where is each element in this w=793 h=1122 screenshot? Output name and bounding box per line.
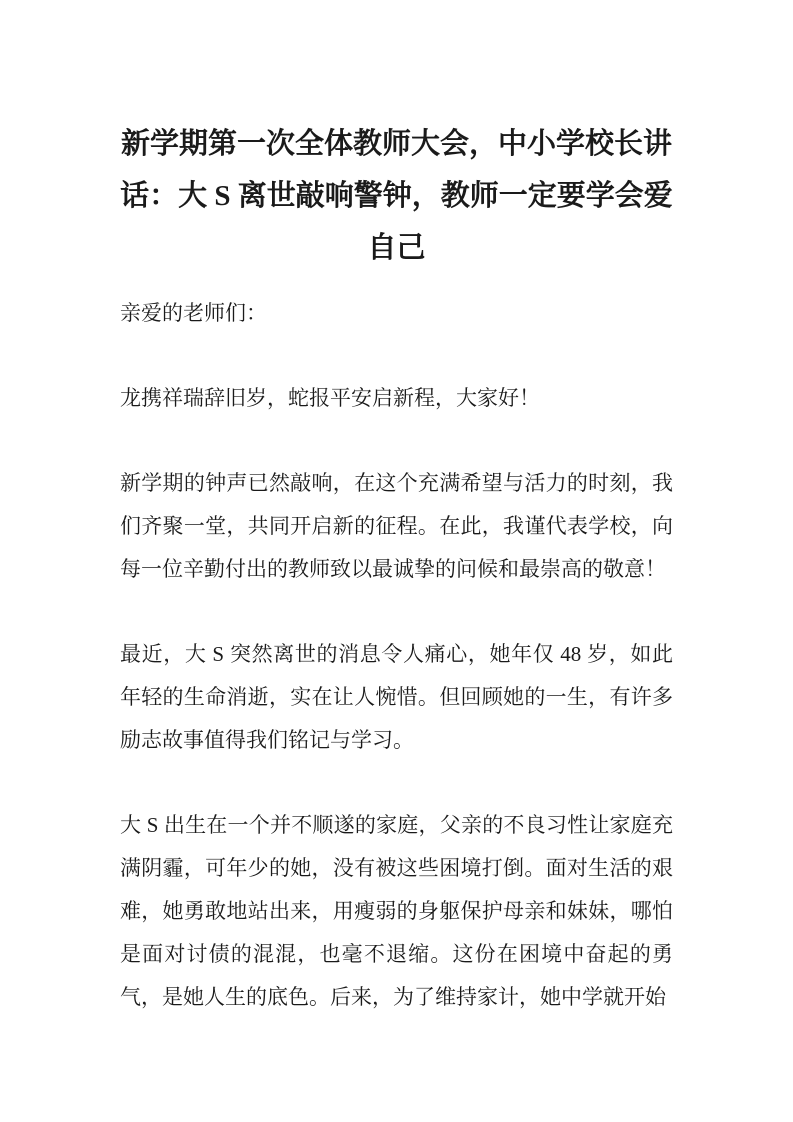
paragraph-opening: 新学期的钟声已然敲响，在这个充满希望与活力的时刻，我们齐聚一堂，共同开启新的征程。在此，我谨代表学校，向每一位辛勤付出的教师致以最诚挚的问候和最崇高的敬意！ (120, 471, 673, 581)
paragraph-greeting: 龙携祥瑞辞旧岁，蛇报平安启新程，大家好！ (120, 386, 540, 410)
paragraph-story: 大 S 出生在一个并不顺遂的家庭，父亲的不良习性让家庭充满阴霾，可年少的她，没有被这些困境打倒。面对生活的艰难，她勇敢地站出来，用瘦弱的身躯保护母亲和妹妹，哪怕是面对讨债的混混，也毫不退缩。这份在困境中奋起的勇气，是她人生的底色。后来，为了维持家计，她中学就开始 (120, 813, 673, 1009)
paragraph-salutation: 亲爱的老师们： (120, 301, 267, 325)
paragraph-news: 最近，大 S 突然离世的消息令人痛心，她年仅 48 岁，如此年轻的生命消逝，实在让人惋惜。但回顾她的一生，有许多励志故事值得我们铭记与学习。 (120, 642, 673, 752)
document-title: 新学期第一次全体教师大会，中小学校长讲话：大 S 离世敲响警钟，教师一定要学会爱自己 (120, 128, 673, 264)
document-body (120, 292, 673, 1019)
